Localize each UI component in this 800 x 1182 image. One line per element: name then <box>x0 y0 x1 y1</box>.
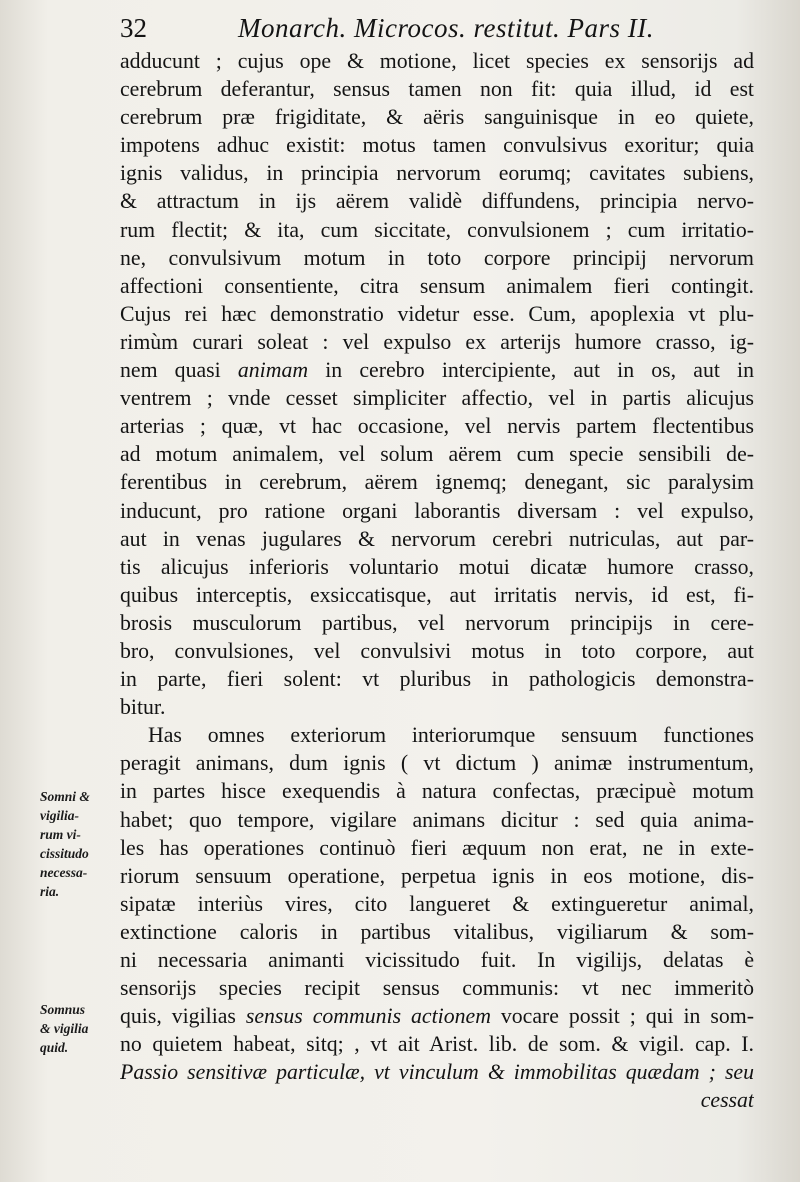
text-line-content: peragit animans, dum ignis ( vt dictum ) animæ instrumentum, <box>120 751 754 776</box>
italic-phrase: Passio sensitivæ particulæ, vt vinculum & immobilitas quædam ; seu <box>120 1060 754 1085</box>
text-line <box>120 1086 754 1114</box>
text-line-content: cessat <box>700 1088 754 1113</box>
running-title: Monarch. Microcos. restitut. Pars II. <box>238 13 654 43</box>
text-fragment: nem quasi <box>120 358 238 383</box>
main-text-block <box>120 47 754 1115</box>
text-line-content: impotens adhuc existit: motus tamen convulsivus exoritur; quia <box>120 133 754 158</box>
text-line <box>120 440 754 468</box>
text-line <box>120 890 754 918</box>
text-line <box>120 553 754 581</box>
text-line <box>120 525 754 553</box>
text-line-content: & attractum in ijs aërem validè diffundens, principia nervo- <box>120 189 754 214</box>
text-line-content: bro, convulsiones, vel convulsivi motus in toto corpore, aut <box>120 638 754 663</box>
margin-note-line: Somni & <box>40 789 90 804</box>
text-line <box>120 1002 754 1030</box>
margin-note-somnus-vigilia <box>40 1000 122 1057</box>
text-line <box>120 300 754 328</box>
margin-note-line: vigilia- <box>40 808 79 823</box>
text-line <box>120 834 754 862</box>
text-line <box>120 497 754 525</box>
text-line <box>120 637 754 665</box>
text-line-content: riorum sensuum operatione, perpetua ignis in eos motione, dis- <box>120 863 754 888</box>
text-line-content: extinctione caloris in partibus vitalibus, vigiliarum & som- <box>120 919 754 944</box>
text-line-content: tis alicujus inferioris voluntario motui dicatæ humore crasso, <box>120 554 754 579</box>
margin-note-line: quid. <box>40 1040 69 1055</box>
text-line-content: adducunt ; cujus ope & motione, licet species ex sensorijs ad <box>120 49 754 73</box>
text-line-content: affectioni consentiente, citra sensum animalem fieri contingit. <box>120 273 754 298</box>
italic-phrase: sensus communis actionem <box>245 1004 491 1029</box>
text-line <box>120 1030 754 1058</box>
text-line <box>120 47 754 75</box>
text-line-content: rum flectit; & ita, cum siccitate, convulsionem ; cum irritatio- <box>120 217 754 242</box>
text-line <box>120 328 754 356</box>
text-line-content: cerebrum deferantur, sensus tamen non fit: quia illud, id est <box>120 77 754 102</box>
margin-note-somni-vigiliarum <box>40 787 122 901</box>
text-line <box>120 806 754 834</box>
text-line-content: aut in venas jugulares & nervorum cerebri nutriculas, aut par- <box>120 526 754 551</box>
italic-phrase: animam <box>237 358 309 383</box>
text-line <box>120 581 754 609</box>
text-line <box>120 693 754 721</box>
text-fragment: vocare possit ; qui in som- <box>490 1004 754 1029</box>
text-line-content: cerebrum præ frigiditate, & aëris sanguinisque in eo quiete, <box>120 105 754 130</box>
text-line-content: in parte, fieri solent: vt pluribus in pathologicis demonstra- <box>120 667 754 692</box>
text-line-content: ventrem ; vnde cesset simpliciter affectio, vel in partis alicujus <box>120 386 754 411</box>
text-line <box>120 609 754 637</box>
text-line <box>120 665 754 693</box>
text-line <box>120 1058 754 1086</box>
text-line <box>120 412 754 440</box>
text-line <box>120 918 754 946</box>
margin-note-line: ria. <box>40 884 60 899</box>
text-line <box>120 216 754 244</box>
text-fragment: quis, vigilias <box>120 1004 246 1029</box>
text-line <box>120 777 754 805</box>
text-line <box>120 384 754 412</box>
text-line-content: sensorijs species recipit sensus communis: vt nec immeritò <box>120 976 754 1001</box>
text-line-content: Cujus rei hæc demonstratio videtur esse. Cum, apoplexia vt plu- <box>120 301 754 326</box>
text-line <box>120 131 754 159</box>
text-line <box>120 946 754 974</box>
text-line <box>120 356 754 384</box>
text-line-content: no quietem habeat, sitq; , vt ait Arist. lib. de som. & vigil. cap. I. <box>120 1032 754 1057</box>
text-line-content: ferentibus in cerebrum, aërem ignemq; denegant, sic paralysim <box>120 470 754 495</box>
margin-note-line: cissitudo <box>40 846 89 861</box>
margin-note-line: necessa- <box>40 865 88 880</box>
margin-note-line: Somnus <box>40 1002 86 1017</box>
margin-note-line: & vigilia <box>40 1021 89 1036</box>
text-line-content: quibus interceptis, exsiccatisque, aut irritatis nervis, id est, fi- <box>120 582 754 607</box>
text-line-content: ad motum animalem, vel solum aërem cum specie sensibili de- <box>120 442 754 467</box>
margin-note-line: rum vi- <box>40 827 81 842</box>
text-line-content: Has omnes exteriorum interiorumque sensuum functiones <box>148 723 754 748</box>
text-line <box>120 159 754 187</box>
text-line-content: in partes hisce exequendis à natura confectas, præcipuè motum <box>120 779 754 804</box>
text-line <box>120 749 754 777</box>
text-line-content: bitur. <box>120 695 166 720</box>
text-line <box>120 974 754 1002</box>
text-line-content: arterias ; quæ, vt hac occasione, vel nervis partem flectentibus <box>120 414 754 439</box>
text-line-content: ni necessaria animanti vicissitudo fuit. In vigilijs, delatas è <box>120 948 754 972</box>
page-number: 32 <box>120 13 147 43</box>
text-line-content: habet; quo tempore, vigilare animans dicitur : sed quia anima- <box>120 807 754 832</box>
text-line-content: ignis validus, in principia nervorum eorumq; cavitates subiens, <box>120 161 754 186</box>
text-line <box>120 468 754 496</box>
text-line-content: rimùm curari soleat : vel expulso ex arterijs humore crasso, ig- <box>120 329 754 354</box>
text-line <box>120 75 754 103</box>
text-line <box>120 187 754 215</box>
text-line <box>120 103 754 131</box>
text-line <box>120 862 754 890</box>
text-line-content: les has operationes continuò fieri æquum non erat, ne in exte- <box>120 835 754 860</box>
text-line-content: brosis musculorum partibus, vel nervorum principijs in cere- <box>120 610 754 635</box>
text-line <box>120 244 754 272</box>
running-header <box>120 10 680 46</box>
text-line <box>120 721 754 749</box>
text-line-content: sipatæ interiùs vires, cito langueret & extingueretur animal, <box>120 891 754 916</box>
text-line-content: inducunt, pro ratione organi laborantis diversam : vel expulso, <box>120 498 754 523</box>
text-fragment: in cerebro intercipiente, aut in os, aut in <box>308 358 754 383</box>
text-line <box>120 272 754 300</box>
text-line-content: ne, convulsivum motum in toto corpore principij nervorum <box>120 245 754 270</box>
